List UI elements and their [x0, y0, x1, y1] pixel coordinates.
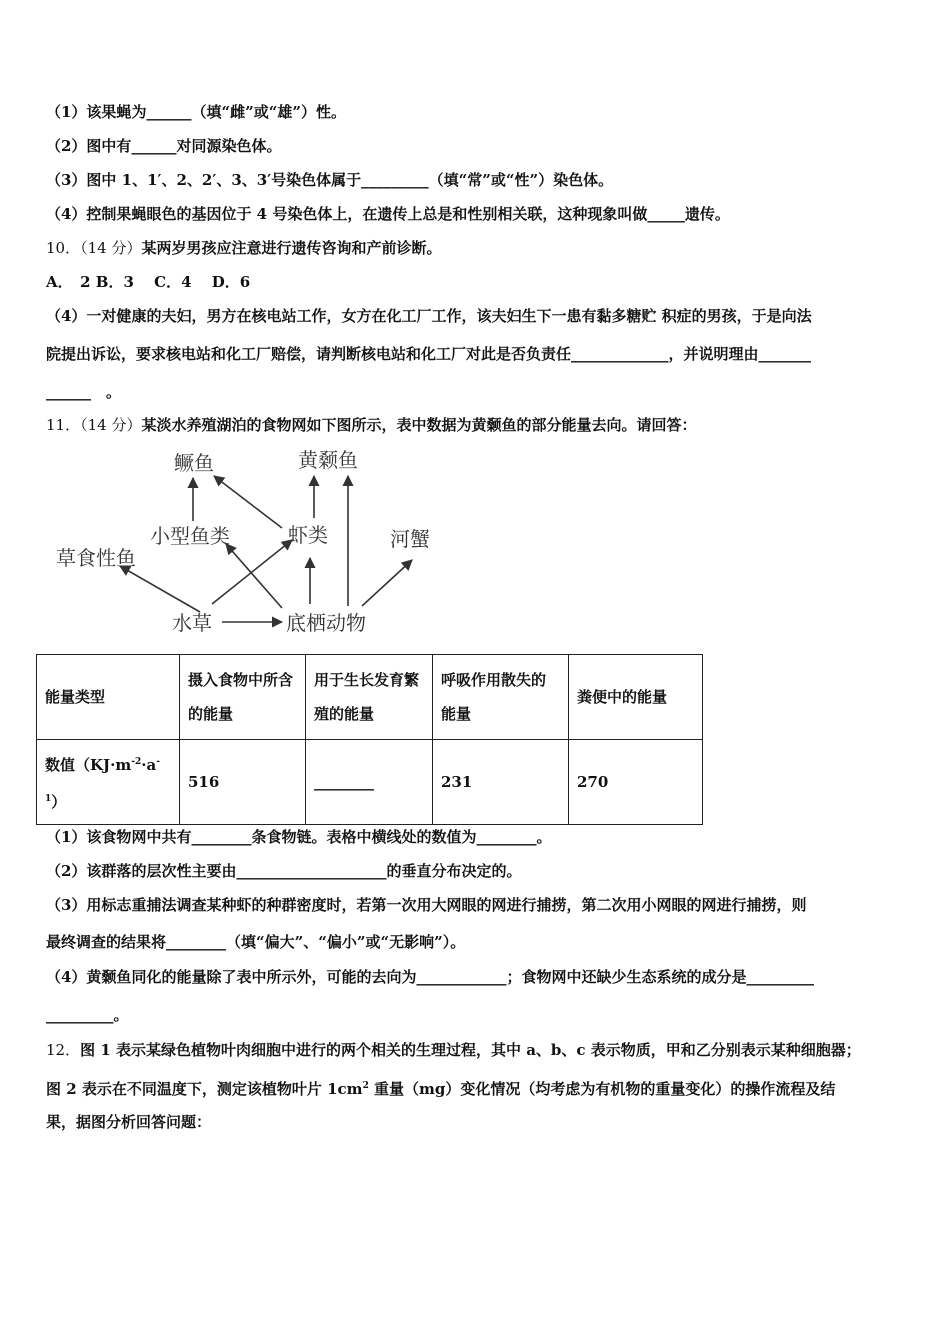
table-header-cell: 能量类型	[37, 655, 180, 740]
arrow-diqidongwu-to-xiaoxingyulei	[226, 544, 282, 608]
q11-subquestion-1: （1）该食物网中共有________条食物链。表格中横线处的数值为________。	[46, 828, 552, 846]
table-row	[37, 740, 703, 825]
q11-subquestion-4-line1: （4）黄颡鱼同化的能量除了表中所示外，可能的去向为____________；食物网中还缺少生态系统的成分是_________	[46, 968, 814, 986]
node-xialei: 虾类	[288, 523, 328, 547]
table-header-cell: 用于生长发育繁殖的能量	[306, 655, 433, 740]
arrow-shuicao-to-xialei	[212, 540, 292, 604]
table-header-row	[37, 655, 703, 740]
q9-subquestion-1: （1）该果蝇为______（填“雌”或“雄”）性。	[46, 103, 346, 121]
q10-subquestion-4-line1: （4）一对健康的夫妇，男方在核电站工作，女方在化工厂工作，该夫妇生下一患有黏多糖贮 积症的男孩，于是向法	[46, 307, 812, 325]
q10-subquestion-4-line2: 院提出诉讼，要求核电站和化工厂赔偿，请判断核电站和化工厂对此是否负责任_____________，并说明理由_______	[46, 345, 812, 363]
q9-subquestion-3: （3）图中 1、1′、2、2′、3、3′号染色体属于_________（填“常”或“性”）染色体。	[46, 171, 614, 189]
q9-subquestion-2: （2）图中有______对同源染色体。	[46, 137, 282, 155]
node-huangsangyu: 黄颡鱼	[298, 448, 358, 472]
q10-subquestion-4-line3: ______ 。	[46, 383, 122, 401]
q10-options: A． 2 B．3 C．4 D．6	[46, 273, 251, 291]
q11-subquestion-3-line1: （3）用标志重捕法调查某种虾的种群密度时，若第一次用大网眼的网进行捕捞，第二次用小网眼的网进行捕捞，则	[46, 896, 807, 914]
q10-stem-line	[46, 237, 441, 259]
q12-number: 12．	[46, 1041, 81, 1059]
table-cell: 231	[433, 740, 569, 825]
table-cell: 516	[180, 740, 306, 825]
q12-stem-line2: 图 2 表示在不同温度下，测定该植物叶片 $1cm^2$ 重量（mg）变化情况（均考虑为有机物的重量变化）的操作流程及结	[46, 1080, 836, 1098]
node-shuicao: 水草	[172, 611, 212, 635]
table-header-cell: 粪便中的能量	[569, 655, 703, 740]
q11-score: （14 分）	[80, 416, 142, 434]
food-web-diagram	[0, 440, 480, 650]
q10-number: 10．	[46, 239, 81, 257]
q12-stem-line3: 果，据图分析回答问题：	[46, 1113, 212, 1131]
table-cell: 270	[569, 740, 703, 825]
table-header-cell: 摄入食物中所含的能量	[180, 655, 306, 740]
node-hexie: 河蟹	[390, 527, 430, 551]
node-caoshixingyu: 草食性鱼	[56, 546, 136, 570]
q11-subquestion-4-line2: _________。	[46, 1006, 129, 1024]
node-diqidongwu: 底栖动物	[286, 611, 366, 635]
node-xiaoxingyulei: 小型鱼类	[150, 524, 230, 548]
node-guiyu: 鳜鱼	[174, 451, 214, 475]
table-cell-blank: ________	[306, 740, 433, 825]
table-header-cell: 呼吸作用散失的能量	[433, 655, 569, 740]
q10-stem: 某两岁男孩应注意进行遗传咨询和产前诊断。	[141, 239, 442, 257]
q9-subquestion-4: （4）控制果蝇眼色的基因位于 4 号染色体上，在遗传上总是和性别相关联，这种现象叫做_____遗传。	[46, 205, 730, 223]
arrow-diqidongwu-to-hexie	[362, 560, 412, 606]
q12-stem-line1: 12．图 1 表示某绿色植物叶肉细胞中进行的两个相关的生理过程，其中 a、b、c 表示物质，甲和乙分别表示某种细胞器；	[46, 1041, 861, 1059]
q10-score: （14 分）	[80, 239, 142, 257]
table-row-label: 数值（$KJ\cdot m^{-2}\cdot a^-$ $^1$）	[37, 740, 180, 825]
q11-stem: 某淡水养殖湖泊的食物网如下图所示，表中数据为黄颡鱼的部分能量去向。请回答：	[141, 416, 697, 434]
q11-number: 11．	[46, 416, 81, 434]
arrow-shuicao-to-caoshixingyu	[120, 566, 200, 612]
q11-stem-line	[46, 414, 696, 436]
energy-table	[36, 654, 703, 825]
arrow-xialei-to-guiyu	[214, 476, 282, 528]
q11-subquestion-2: （2）该群落的层次性主要由____________________的垂直分布决定的。	[46, 862, 522, 880]
q11-subquestion-3-line2: 最终调查的结果将________（填“偏大”、“偏小”或“无影响”）。	[46, 933, 466, 951]
